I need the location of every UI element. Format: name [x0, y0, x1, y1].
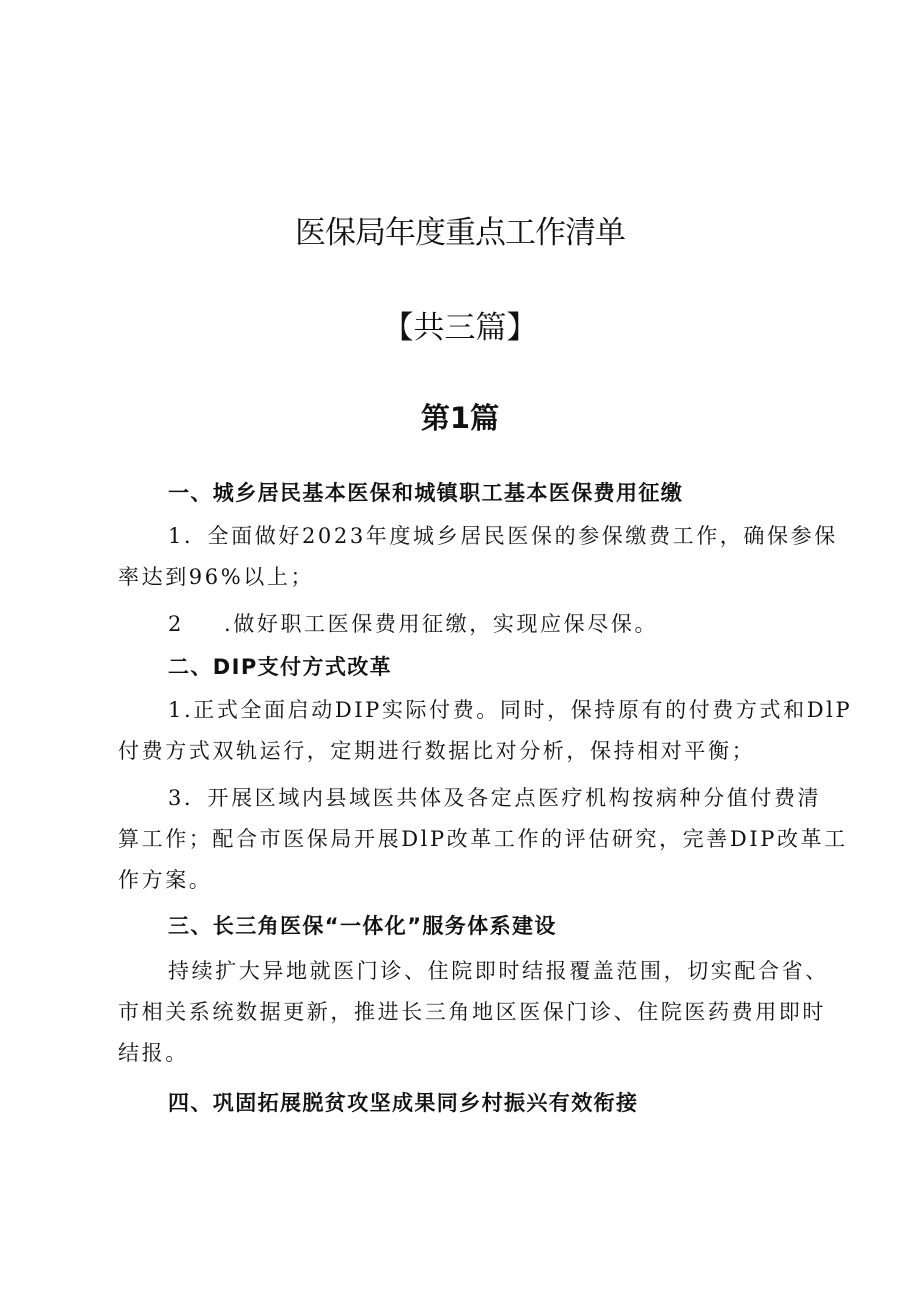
paragraph-line: 算工作；配合市医保局开展DlP改革工作的评估研究，完善DIP改革工	[118, 827, 848, 851]
paragraph-line: 1．全面做好2023年度城乡居民医保的参保缴费工作，确保参保	[168, 524, 838, 548]
paragraph-line	[118, 604, 818, 645]
item-number: 2	[168, 612, 184, 636]
section-3-item-1	[118, 951, 829, 1074]
section-1-item-1	[118, 516, 838, 598]
paragraph-line: 持续扩大异地就医门诊、住院即时结报覆盖范围，切实配合省、	[168, 959, 829, 983]
section-heading-1: 一、城乡居民基本医保和城镇职工基本医保费用征缴	[168, 481, 684, 505]
document-subtitle: 【共三篇】	[382, 310, 538, 346]
paragraph-line: 3．开展区域内县域医共体及各定点医疗机构按病种分值付费清	[168, 786, 822, 810]
paragraph-line: 结报。	[118, 1041, 189, 1065]
paragraph-line: 市相关系统数据更新，推进长三角地区医保门诊、住院医药费用即时	[118, 1000, 826, 1024]
paragraph-line: 率达到96%以上；	[118, 565, 315, 589]
section-2-item-1	[118, 690, 853, 772]
section-2-item-2	[118, 778, 848, 901]
section-1-item-2	[118, 604, 818, 645]
section-heading-2: 二、DIP支付方式改革	[168, 655, 393, 679]
item-text: .做好职工医保费用征缴，实现应保尽保。	[223, 612, 659, 636]
section-heading-3: 三、长三角医保“一体化”服务体系建设	[168, 914, 557, 938]
part-title: 第1篇	[420, 401, 500, 435]
paragraph-line: 作方案。	[118, 868, 213, 892]
paragraph-line: 1.正式全面启动DIP实际付费。同时，保持原有的付费方式和DlP	[168, 698, 853, 722]
paragraph-line: 付费方式双轨运行，定期进行数据比对分析，保持相对平衡；	[118, 739, 756, 763]
document-title: 医保局年度重点工作清单	[295, 215, 625, 251]
section-heading-4: 四、巩固拓展脱贫攻坚成果同乡村振兴有效衔接	[168, 1091, 639, 1115]
